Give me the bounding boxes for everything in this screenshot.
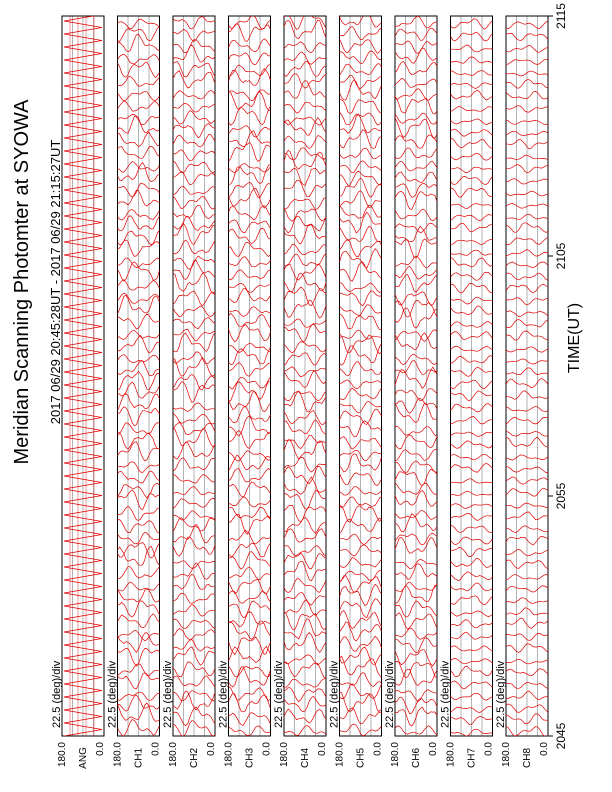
time-range-label: 2017 06/29 20:45:28UT - 2017 06/29 21:15:27UT xyxy=(48,139,63,425)
panel-ch6 xyxy=(384,16,439,768)
scale-label: 22.5 (deg)/div xyxy=(162,660,174,728)
channel-label: CH4 xyxy=(300,747,311,769)
scale-label: 22.5 (deg)/div xyxy=(106,660,119,728)
scale-label: 22.5 (deg)/div xyxy=(384,660,396,728)
x-axis-label: TIME(UT) xyxy=(566,302,583,374)
y-min-label: 0.0 xyxy=(206,742,217,756)
channel-label: CH5 xyxy=(355,747,367,769)
channel-label: ANG xyxy=(78,747,89,769)
y-max-label: 180.0 xyxy=(57,742,68,768)
y-max-label: 180.0 xyxy=(223,742,235,768)
scale-label: 22.5 (deg)/div xyxy=(51,660,63,728)
panel-ch5 xyxy=(329,11,384,768)
channel-label: CH3 xyxy=(244,747,256,769)
y-max-label: 180.0 xyxy=(334,742,346,768)
time-tick-label: 2105 xyxy=(554,242,568,270)
y-min-label: 0.0 xyxy=(150,742,162,756)
y-max-label: 180.0 xyxy=(445,742,457,768)
y-min-label: 0.0 xyxy=(428,742,439,756)
channel-label: CH2 xyxy=(189,747,200,769)
panel-ch1 xyxy=(107,16,162,768)
y-max-label: 180.0 xyxy=(279,742,290,768)
time-tick-label: 2045 xyxy=(554,722,568,750)
scale-label: 22.5 (deg)/div xyxy=(217,660,230,728)
scale-label: 22.5 (deg)/div xyxy=(439,660,452,728)
y-max-label: 180.0 xyxy=(168,742,179,768)
panel-ch8 xyxy=(495,16,550,768)
y-min-label: 0.0 xyxy=(95,742,106,756)
channel-label: CH7 xyxy=(466,747,478,769)
y-min-label: 0.0 xyxy=(261,742,273,756)
scale-label: 22.5 (deg)/div xyxy=(273,660,285,728)
panel-ch3 xyxy=(218,16,273,768)
time-tick-label: 2055 xyxy=(554,482,568,510)
panel-ch2 xyxy=(162,16,217,768)
y-min-label: 0.0 xyxy=(372,742,384,756)
channel-label: CH8 xyxy=(522,747,533,769)
y-max-label: 180.0 xyxy=(390,742,401,768)
chart-title: Meridian Scanning Photomter at SYOWA xyxy=(11,99,33,465)
y-min-label: 0.0 xyxy=(317,742,328,756)
panels-group xyxy=(51,11,550,769)
time-tick-label: 2115 xyxy=(554,3,568,29)
y-min-label: 0.0 xyxy=(539,742,550,756)
scale-label: 22.5 (deg)/div xyxy=(495,660,507,728)
y-max-label: 180.0 xyxy=(112,742,124,768)
panel-ch7 xyxy=(440,16,495,768)
y-max-label: 180.0 xyxy=(501,742,512,768)
panel-ch4 xyxy=(273,12,328,768)
channel-label: CH1 xyxy=(133,747,145,769)
time-axis-ticks xyxy=(548,3,568,750)
y-min-label: 0.0 xyxy=(483,742,495,756)
channel-label: CH6 xyxy=(411,747,422,769)
scale-label: 22.5 (deg)/div xyxy=(328,660,341,728)
